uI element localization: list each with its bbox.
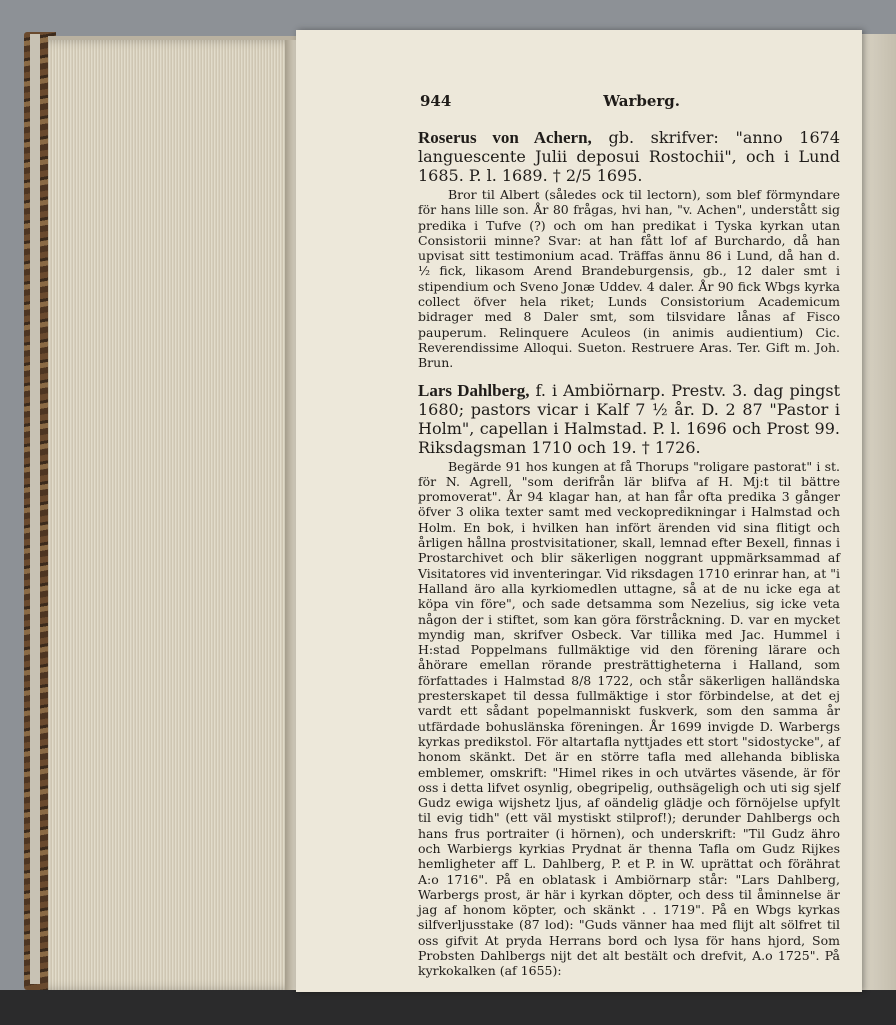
running-title: Warberg.	[603, 92, 680, 110]
running-head	[420, 92, 680, 114]
book-cover-inner	[30, 34, 40, 984]
entry-heading	[418, 381, 840, 457]
entry	[418, 381, 840, 979]
page-stack	[48, 40, 298, 990]
entry-heading-text: gb. skrifver: "anno 1674 languescente Julii deposui Rostochii", och i Lund 1685. P. l. 1689. † 2/5 1695.	[418, 128, 840, 185]
entry-name: Lars Dahlberg,	[418, 380, 530, 400]
entry-body: Begärde 91 hos kungen at få Thorups "roligare pastorat" i st. för N. Agrell, "som derifrån lär blifva af H. Mj:t til bättre promoverat". År 94 klagar han, at han får ofta predika 3 gånger öfver 3 olika texter samt med veckopredikningar i Halmstad och Holm. En bok, i hvilken han infört ärenden vid sina flitigt och årligen hållna prostvisitationer, skall, lemnad efter Bexell, finnas i Prostarchivet och blir säkerligen noggrant uppmärksammad af Visitatores vid inventeringar. Vid riksdagen 1710 erinrar han, at "i Halland äro alla kyrkiomedlen uttagne, så at de nu icke ega at köpa vin före", och sade detsamma som Nezelius, sig icke veta någon der i stiftet, som kan göra förstråckning. D. var en mycket myndig man, skrifver Osbeck. Var tillika med Jac. Hummel i H:stad Poppelmans fullmäktige vid den förening lärare och åhörare emellan rörande presträttigheterna i Halland, som författades i Halmstad 8/8 1722, och står säkerligen halländska presterskapet til dessa fullmäktige i stor förbindelse, at det ej vardt ett sådant popelmanniskt fuskverk, som den samma år utfärdade bohuslänska föreningen. År 1699 invigde D. Warbergs kyrkas predikstol. För altartafla nyttjades ett stort "sidostycke", af honom skänkt. Det är en större tafla med allehanda bibliska emblemer, omskrift: "Himel rikes in och utvärtes väsende, är för oss i detta lifvet osynlig, obegripelig, outhsägeligh och uti sig sjelf Gudz ewiga wijshetz ljus, af oändelig glädje och förnöjelse upfylt til evig tidh" (ett väl mystiskt stilprof!); derunder Dahlbergs och hans frus portraiter (i hörnen), och underskrift: "Til Gudz ähro och Warbiergs kyrkias Prydnat är thenna Tafla om Gudz Rijkes hemligheter aff L. Dahlberg, P. et P. in W. uprättat och förährat A:o 1716". På en oblatask i Ambiörnarp står: "Lars Dahlberg, Warbergs prost, är här i kyrkan döpter, och dess til åminnelse är jag af honom köpter, och skänkt . . 1719". På en Wbgs kyrkas silfverljusstake (87 lod): "Guds vänner haa med flijt alt sölfret til oss gifvit At pryda Herrans bord och lysa för hans hjord, Som Probsten Dahlbergs nijt det alt bestält och drefvit, A.o 1725". På kyrkokalken (af 1655):	[418, 458, 840, 979]
background-shadow	[0, 990, 896, 1025]
entry-name: Roserus von Achern,	[418, 128, 592, 147]
right-page-edge	[862, 34, 896, 990]
entry-heading	[418, 128, 840, 185]
entry	[418, 128, 840, 371]
entry-heading-text: f. i Ambiörnarp. Prestv. 3. dag pingst 1680; pastors vicar i Kalf 7 ½ år. D. 2 87 "Pastor i Holm", capellan i Halmstad. P. l. 1696 och Prost 99. Riksdagsman 1710 och 19. † 1726.	[418, 380, 840, 457]
page-number: 944	[420, 92, 452, 110]
text-column	[418, 128, 840, 985]
entry-body: Bror til Albert (således ock til lectorn), som blef förmyndare för hans lille son. År 80 frågas, hvi han, "v. Achen", understått sig predika i Tufve (?) och om han predikat i Tyska kyrkan utan Consistorii minne? Svar: at han fått lof af Burchardo, då han upvisat sitt testimonium acad. Träffas ännu 86 i Lund, då han d. ½ fick, likasom Arend Brandeburgensis, gb., 12 daler smt i stipendium och Sveno Jonæ Uddev. 4 daler. År 90 fick Wbgs kyrka collect öfver hela riket; Lunds Consistorium Academicum bidrager med 8 Daler smt, som tilsvidare lånas af Fisco pauperum. Relinquere Aculeos (in animis audientium) Cic. Reverendissime Alloqui. Sueton. Restruere Aras. Ter. Gift m. Joh. Brun.	[418, 187, 840, 371]
book-page	[296, 30, 862, 992]
